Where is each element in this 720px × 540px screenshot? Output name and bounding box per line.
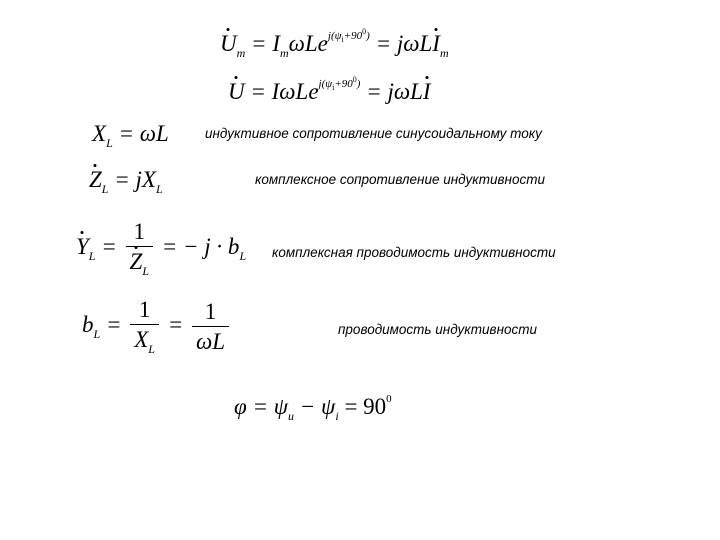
- bl-fraction-1: $\frac{1}{X_L}$: [130, 298, 159, 355]
- um-lhs: U: [220, 31, 237, 56]
- um-current-sub: m: [439, 46, 449, 60]
- yl-fraction: $\frac{1}{Z_L}$: [126, 220, 153, 277]
- formula-u: [228, 76, 431, 103]
- label-bl: проводимость индуктивности: [338, 322, 538, 337]
- um-eq1-sub: m: [279, 46, 289, 60]
- u-eq1: = IωLe: [244, 79, 319, 104]
- u-eq2: = jωL: [360, 79, 423, 104]
- bl-fraction-2: $\frac{1}{\omega L}$: [192, 300, 229, 353]
- um-exponent: j(ψi+900): [327, 27, 370, 44]
- um-eq1-rest: ωLe: [288, 31, 328, 56]
- formula-um: [220, 28, 449, 59]
- formula-phi: $\varphi = \psi_u - \psi_i = 90^0$: [234, 393, 392, 423]
- formula-bl: $b_L$ = $\frac{1}{X_L}$ = $\frac{1}{\omega L}$: [82, 298, 232, 355]
- label-zl: комплексное сопротивление индуктивности: [255, 172, 545, 187]
- u-current: I: [422, 79, 431, 104]
- u-lhs: U: [228, 79, 245, 104]
- label-xl: индуктивное сопротивление синусоидальному току: [205, 126, 542, 141]
- um-eq1: = I: [245, 31, 280, 56]
- formula-yl: $Y_L$ = $\frac{1}{Z_L}$ = − $j \cdot b_L$: [76, 219, 247, 278]
- formula-zl: $Z_L = jX_L$: [89, 167, 163, 196]
- label-yl: комплексная проводимость индуктивности: [272, 245, 556, 260]
- um-current: I: [432, 31, 440, 56]
- u-exponent: j(ψi+900): [318, 75, 361, 92]
- formula-xl: $X_L = \omega L$: [92, 121, 169, 150]
- um-eq2: = jωL: [369, 31, 433, 56]
- um-lhs-sub: m: [236, 46, 246, 60]
